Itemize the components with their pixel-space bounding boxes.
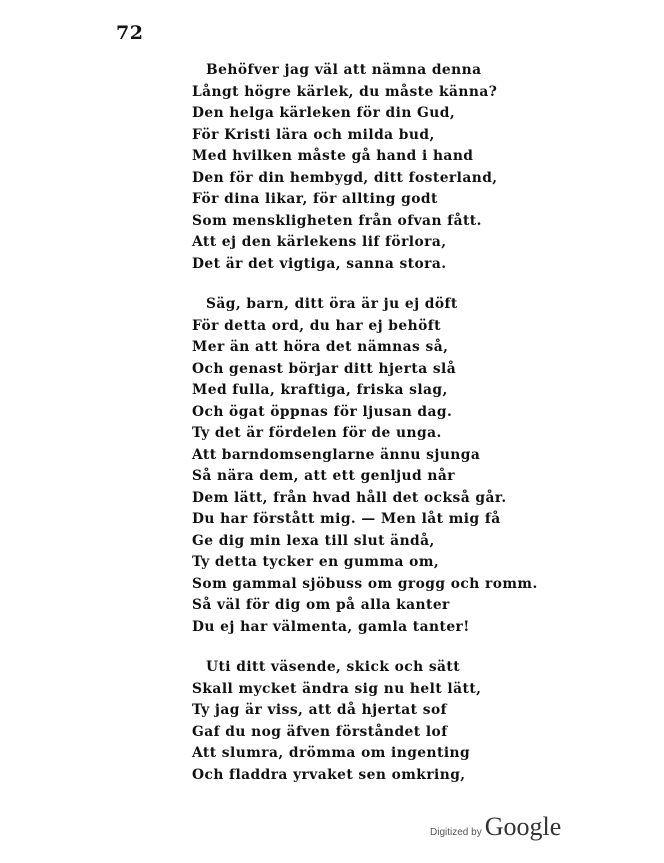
poem-line: Att ej den kärlekens lif förlora, <box>192 234 447 250</box>
poem-line: Ty detta tycker en gumma om, <box>192 554 440 570</box>
poem-line: Ty det är fördelen för de unga. <box>192 425 442 441</box>
poem-line: Den helga kärleken för din Gud, <box>192 105 456 121</box>
stanza-3 <box>192 657 532 786</box>
poem-line: Gaf du nog äfven förståndet lof <box>192 723 448 740</box>
poem-line: Och ögat öppnas för ljusan dag. <box>192 403 453 420</box>
google-logo: Google <box>484 812 562 841</box>
watermark-prefix: Digitized by <box>430 827 482 838</box>
poem-line: Ty jag är viss, att då hjertat sof <box>192 702 448 718</box>
stanza-2 <box>192 294 538 638</box>
poem-line: Och genast börjar ditt hjerta slå <box>192 360 457 377</box>
poem-line: Så väl för dig om på alla kanter <box>192 597 450 613</box>
poem-line: Att barndomsenglarne ännu sjunga <box>192 446 481 463</box>
poem-body <box>192 60 538 786</box>
poem-line: För dina likar, för allting godt <box>192 191 438 207</box>
poem-line: Säg, barn, ditt öra är ju ej döft <box>206 296 458 312</box>
poem-line: Det är det vigtiga, sanna stora. <box>192 255 447 272</box>
digitized-by-watermark <box>430 812 561 842</box>
poem-line: Med fulla, kraftiga, friska slag, <box>192 382 448 398</box>
poem-line: Långt högre kärlek, du måste känna? <box>192 83 498 100</box>
poem-line: Ge dig min lexa till slut ändå, <box>192 532 435 549</box>
poem-line: Och fladdra yrvaket sen omkring, <box>192 766 466 783</box>
poem-line: Med hvilken måste gå hand i hand <box>192 148 474 164</box>
poem-line: Mer än att höra det nämnas så, <box>192 339 449 355</box>
poem-line: Du ej har välmenta, gamla tanter! <box>192 618 470 635</box>
poem-line: Dem lätt, från hvad håll det också går. <box>192 489 507 506</box>
poem-line: Du har förstått mig. — Men låt mig få <box>192 511 501 527</box>
poem-line: Som gammal sjöbuss om grogg och romm. <box>192 575 538 592</box>
page-number: 72 <box>116 22 144 44</box>
poem-line: Uti ditt väsende, skick och sätt <box>206 659 461 675</box>
poem-line: För Kristi lära och milda bud, <box>192 126 435 143</box>
poem-line: För detta ord, du har ej behöft <box>192 317 441 334</box>
poem-line: Som menskligheten från ofvan fått. <box>192 212 482 229</box>
poem-line: Skall mycket ändra sig nu helt lätt, <box>192 680 482 697</box>
poem-line: Så nära dem, att ett genljud når <box>192 468 455 484</box>
poem-line: Att slumra, drömma om ingenting <box>192 745 471 761</box>
poem-line: Behöfver jag väl att nämna denna <box>206 62 482 78</box>
poem-line: Den för din hembygd, ditt fosterland, <box>192 169 498 186</box>
stanza-1 <box>192 60 532 275</box>
